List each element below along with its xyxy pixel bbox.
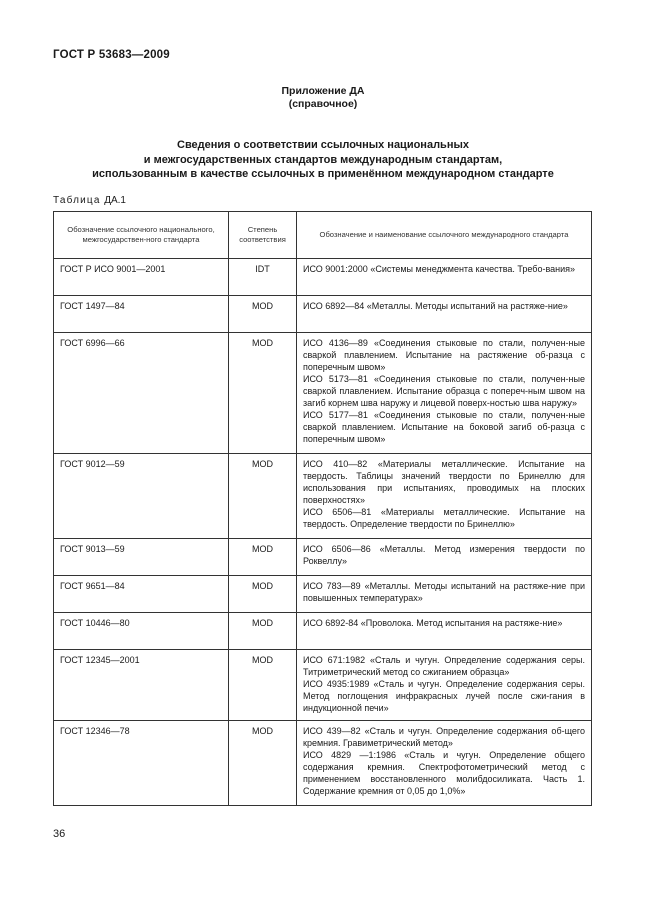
annex-title: Приложение ДА [281,85,365,97]
national-standard-cell: ГОСТ 6996—66 [54,333,229,454]
degree-cell: MOD [229,650,297,721]
national-standard-cell: ГОСТ 9012—59 [54,454,229,539]
header-national-standard: Обозначение ссылочного национального, межгосударствен-ного стандарта [54,212,229,259]
section-title-line: Сведения о соответствии ссылочных национальных [177,139,469,151]
header-degree: Степень соответствия [229,212,297,259]
degree-cell: MOD [229,454,297,539]
international-standard-cell: ИСО 9001:2000 «Системы менеджмента качества. Требо-вания» [297,259,592,296]
national-standard-cell: ГОСТ 12345—2001 [54,650,229,721]
page-number: 36 [53,828,66,840]
degree-cell: IDT [229,259,297,296]
degree-cell: MOD [229,576,297,613]
national-standard-cell: ГОСТ 9651—84 [54,576,229,613]
national-standard-cell: ГОСТ 9013—59 [54,539,229,576]
degree-cell: MOD [229,296,297,333]
international-standard-cell: ИСО 410—82 «Материалы металлические. Испытание на твердость. Таблицы значений твердости по Бринеллю для использования при испытаниях, проводимых на плоских поверхностях» ИСО 6506—81 «Материалы металлические. Испытание на твердость. Определение твердости по Бринеллю» [297,454,592,539]
international-standard-cell: ИСО 6892-84 «Проволока. Метод испытания на растяже-ние» [297,613,592,650]
section-title-line: использованным в качестве ссылочных в применённом международном стандарте [92,168,554,180]
table-label-number: ДА.1 [104,195,126,206]
degree-cell: MOD [229,539,297,576]
table-row [54,259,592,296]
international-standard-cell: ИСО 6506—86 «Металлы. Метод измерения твердости по Роквеллу» [297,539,592,576]
table-row [54,454,592,539]
section-title [60,138,586,182]
table-label-prefix: Таблица [53,195,101,206]
header-international-standard: Обозначение и наименование ссылочного международного стандарта [297,212,592,259]
international-standard-cell: ИСО 783—89 «Металлы. Методы испытаний на растяже-ние при повышенных температурах» [297,576,592,613]
table-row [54,650,592,721]
table-row [54,333,592,454]
table-row [54,613,592,650]
table-header-row [54,212,592,259]
international-standard-cell: ИСО 671:1982 «Сталь и чугун. Определение содержания серы. Титриметрический метод со сжиганием образца» ИСО 4935:1989 «Сталь и чугун. Определение содержания серы. Метод поглощения инфракрасных лучей после сжи-гания в индукционной печи» [297,650,592,721]
international-standard-cell: ИСО 6892—84 «Металлы. Методы испытаний на растяже-ние» [297,296,592,333]
degree-cell: MOD [229,613,297,650]
national-standard-cell: ГОСТ 12346—78 [54,721,229,806]
table-label [53,195,126,206]
national-standard-cell: ГОСТ Р ИСО 9001—2001 [54,259,229,296]
table-row [54,296,592,333]
degree-cell: MOD [229,333,297,454]
national-standard-cell: ГОСТ 1497—84 [54,296,229,333]
section-title-line: и межгосударственных стандартов международным стандартам, [143,153,503,166]
correspondence-table [53,211,592,806]
international-standard-cell: ИСО 4136—89 «Соединения стыковые по стали, получен-ные сваркой плавлением. Испытание на растяжение об-разца с поперечным швом» ИСО 5173—81 «Соединения стыковые по стали, получен-ные сваркой плавлением. Испытание образца с попереч-ным швом на загиб корнем шва наружу и лицевой поверх-ностью шва наружу» ИСО 5177—81 «Соединения стыковые по стали, получен-ные сваркой плавлением. Испытание на боковой загиб об-разца с поперечным швом» [297,333,592,454]
national-standard-cell: ГОСТ 10446—80 [54,613,229,650]
table-row [54,539,592,576]
table-row [54,576,592,613]
document-code: ГОСТ Р 53683—2009 [53,49,170,61]
table-row [54,721,592,806]
annex-note: (справочное) [288,98,358,110]
degree-cell: MOD [229,721,297,806]
international-standard-cell: ИСО 439—82 «Сталь и чугун. Определение содержания об-щего кремния. Гравиметрический метод» ИСО 4829 —1:1986 «Сталь и чугун. Определение общего содержания кремния. Спектрофотометрический метод с применением восстановленного молибдосиликата. Часть 1. Содержание кремния от 0,05 до 1,0%» [297,721,592,806]
